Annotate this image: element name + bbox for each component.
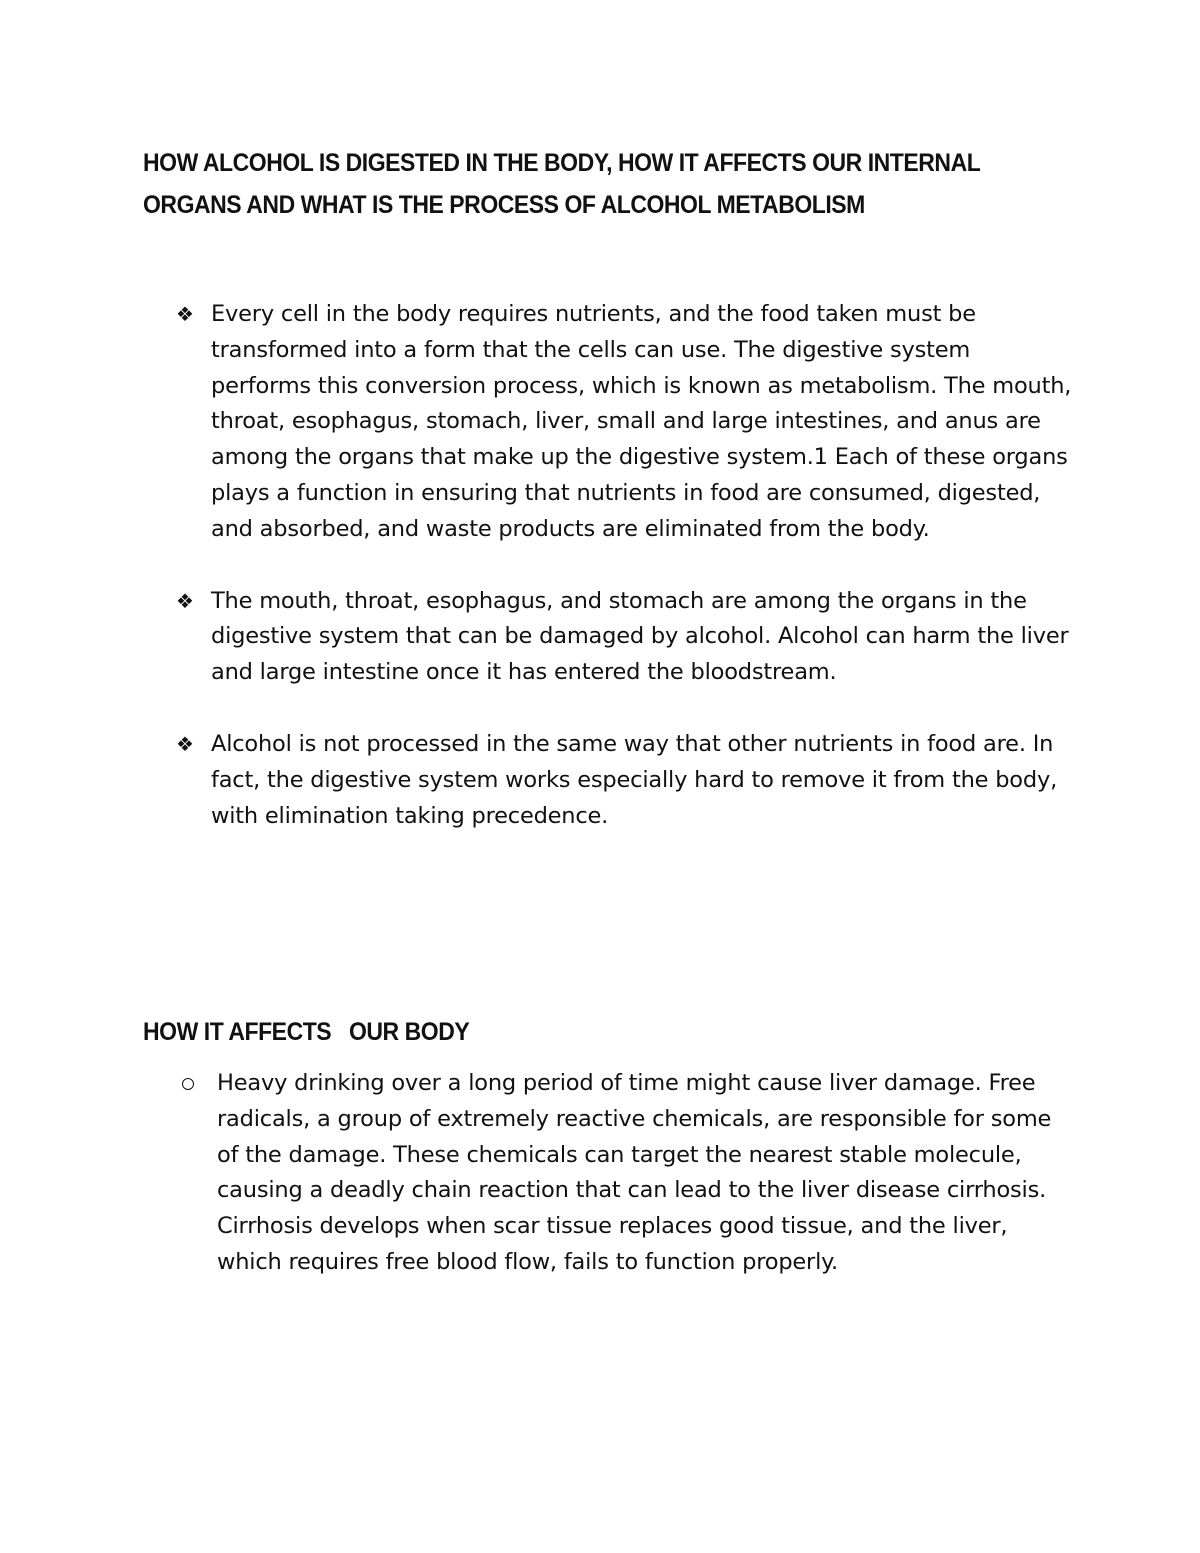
diamond-bullet-icon: ❖ — [176, 302, 194, 326]
list-item-text: Alcohol is not processed in the same way that other nutrients in food are. In fact, the digestive system works especially hard to remove it from the body, with elimination taking precedence. — [211, 730, 1058, 829]
effects-bullet-list — [176, 1066, 1076, 1317]
list-item — [176, 297, 1076, 548]
section-heading: HOW IT AFFECTS OUR BODY — [143, 1018, 470, 1046]
list-item — [176, 1066, 1076, 1281]
main-heading-line-2: ORGANS AND WHAT IS THE PROCESS OF ALCOHOL METABOLISM — [143, 191, 865, 219]
list-item-text: The mouth, throat, esophagus, and stomach are among the organs in the digestive system that can be damaged by alcohol. Alcohol can harm the liver and large intestine once it has entered the bloodstream. — [211, 587, 1069, 686]
list-item-text: Heavy drinking over a long period of time might cause liver damage. Free radicals, a group of extremely reactive chemicals, are responsible for some of the damage. These chemicals can target the nearest stable molecule, causing a deadly chain reaction that can lead to the liver disease cirrhosis. Cirrhosis develops when scar tissue replaces good tissue, and the liver, which requires free blood flow, fails to function properly. — [217, 1070, 1052, 1275]
list-item-text: Every cell in the body requires nutrients, and the food taken must be transformed into a form that the cells can use. The digestive system performs this conversion process, which is known as metabolism. The mouth, throat, esophagus, stomach, liver, small and large intestines, and anus are among the organs that make up the digestive system.1 Each of these organs plays a function in ensuring that nutrients in food are consumed, digested, and absorbed, and waste products are eliminated from the body. — [211, 301, 1072, 542]
diamond-bullet-icon: ❖ — [176, 588, 194, 613]
main-heading-line-1: HOW ALCOHOL IS DIGESTED IN THE BODY, HOW IT AFFECTS OUR INTERNAL — [143, 149, 981, 177]
list-item — [176, 584, 1076, 691]
circle-bullet-icon — [182, 1078, 194, 1090]
diamond-bullet-icon: ❖ — [176, 731, 194, 756]
list-item — [176, 727, 1076, 834]
digestion-bullet-list — [176, 297, 1076, 870]
main-heading — [143, 142, 980, 226]
